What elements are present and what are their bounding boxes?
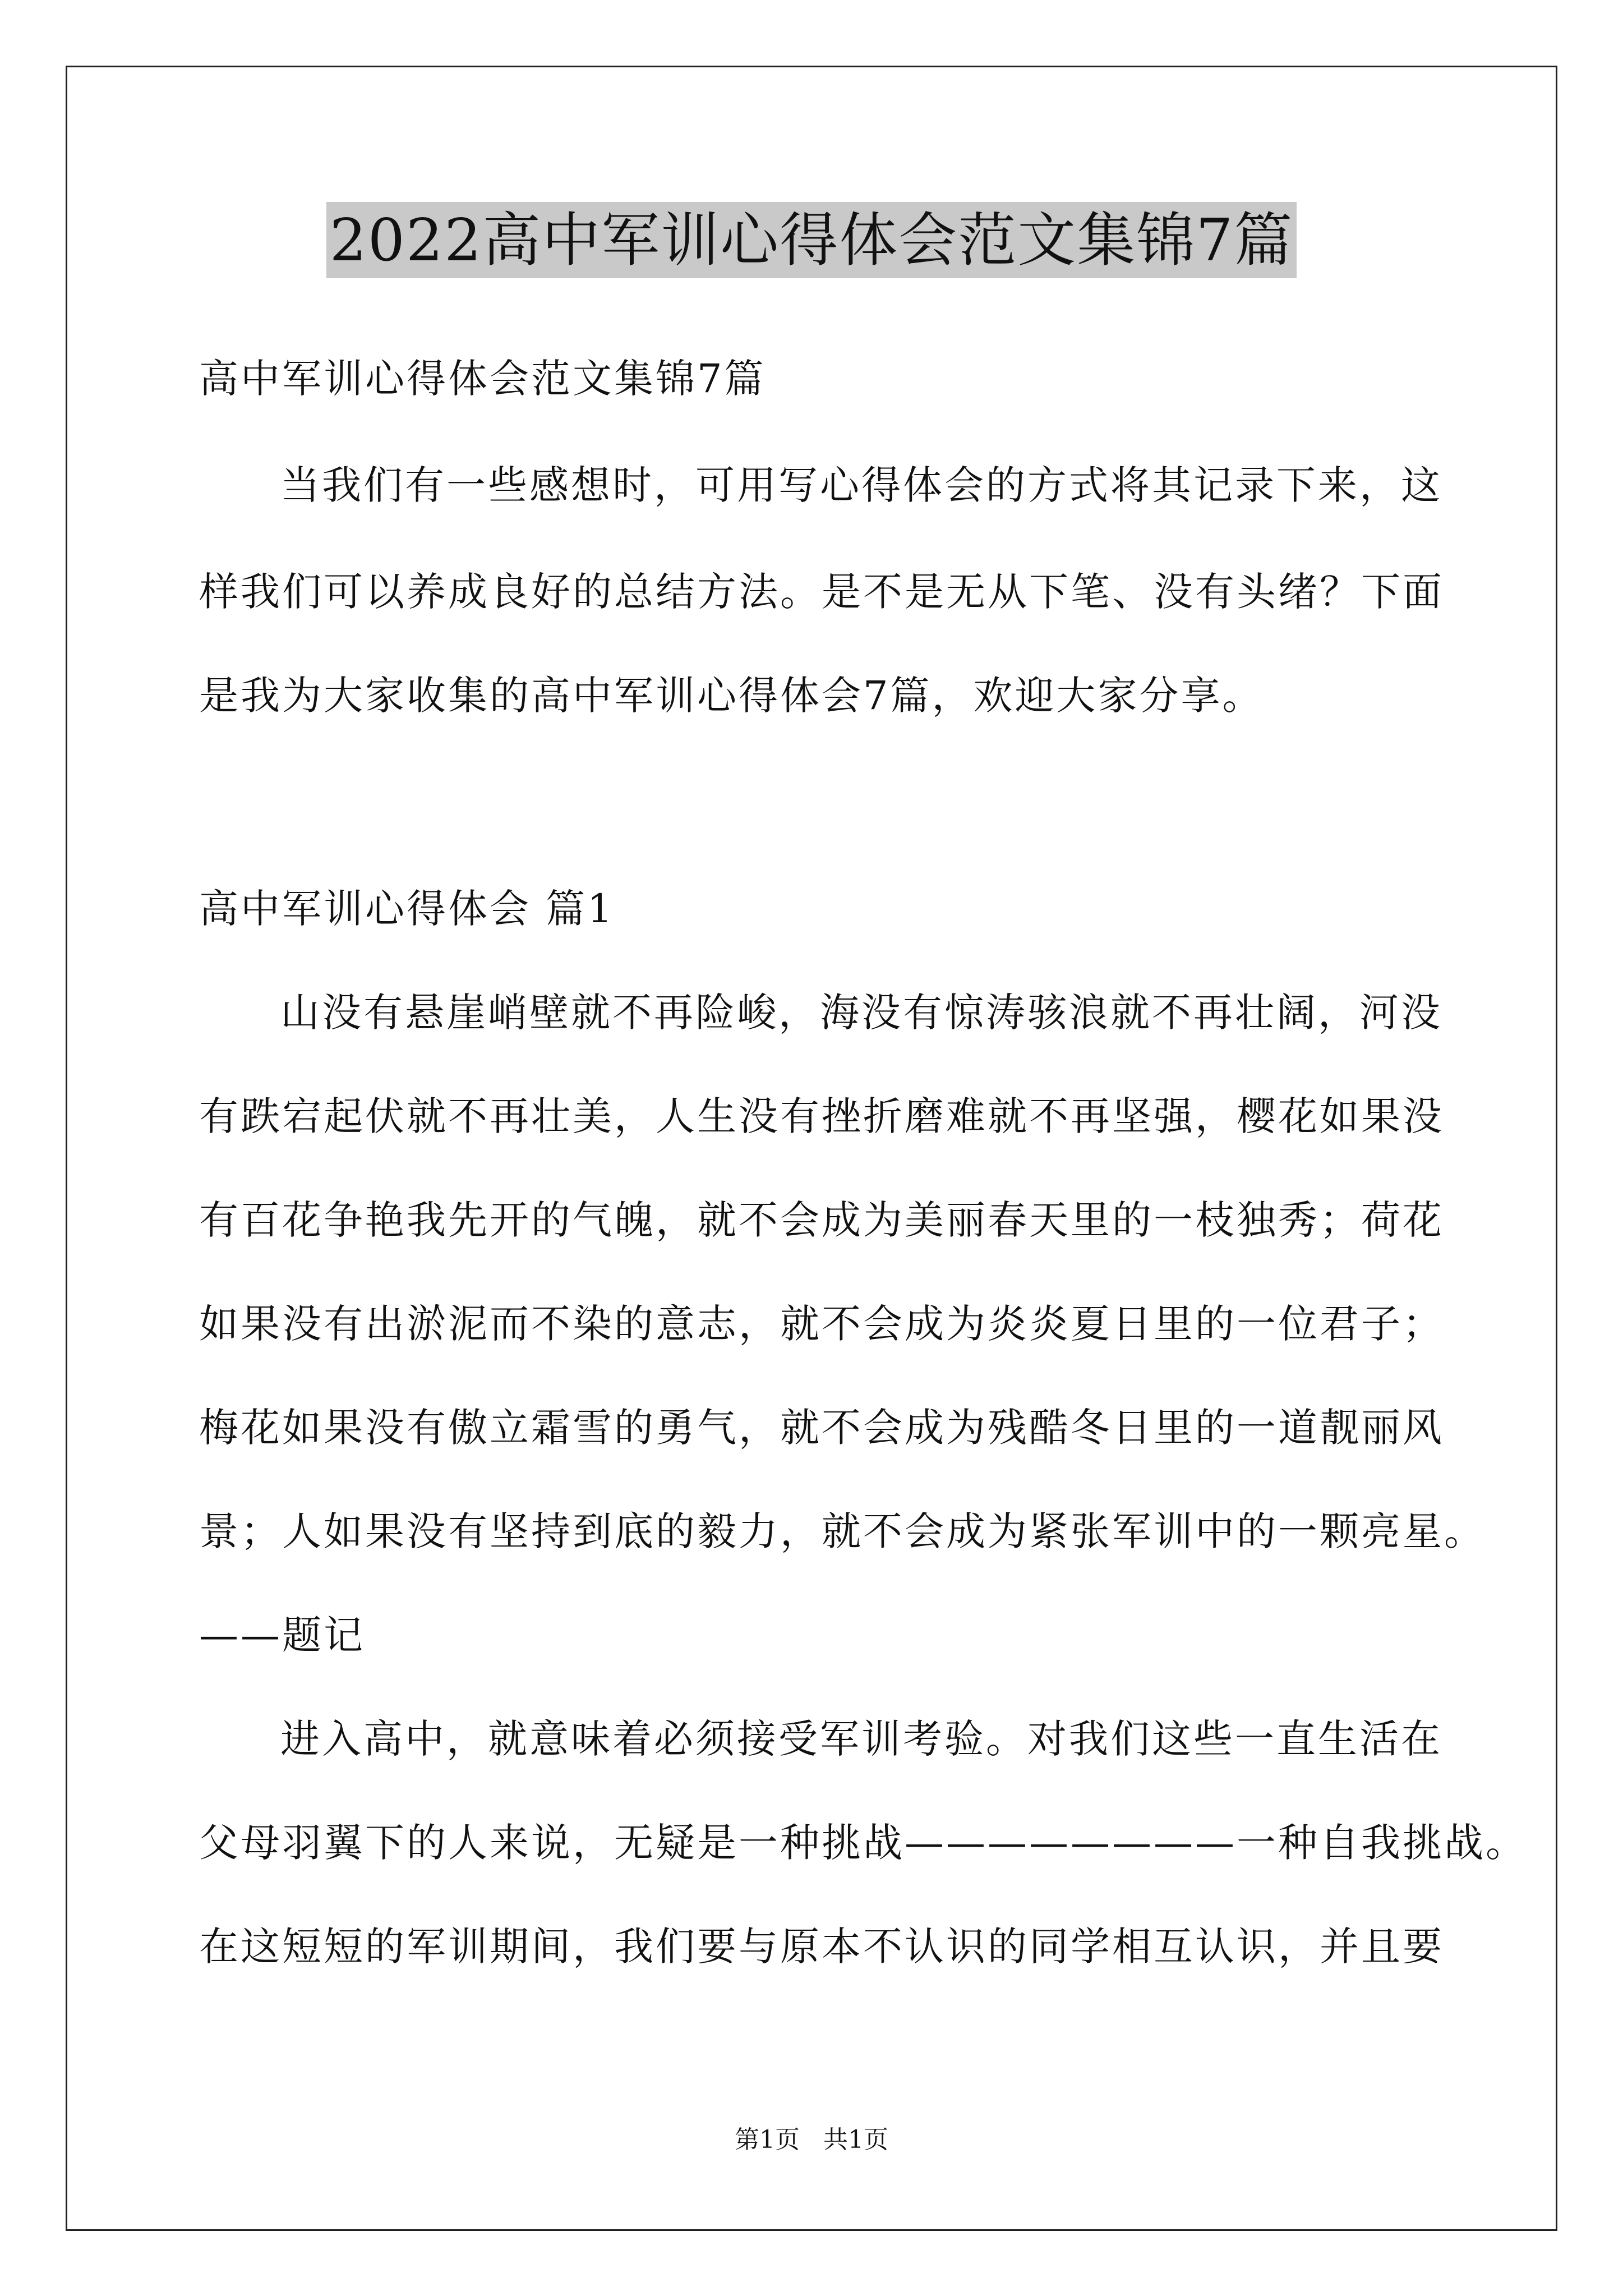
title-container xyxy=(0,202,1623,278)
page-total: 共1页 xyxy=(823,2125,888,2154)
paragraph-line: 如果没有出淤泥而不染的意志，就不会成为炎炎夏日里的一位君子； xyxy=(199,1301,1444,1347)
intro-line: 当我们有一些感想时，可用写心得体会的方式将其记录下来，这 xyxy=(280,462,1442,508)
paragraph-line: 有百花争艳我先开的气魄，就不会成为美丽春天里的一枝独秀；荷花 xyxy=(199,1197,1444,1243)
page-footer xyxy=(0,2123,1623,2157)
section-heading: 高中军训心得体会 篇1 xyxy=(199,886,615,932)
paragraph-line: 山没有悬崖峭壁就不再险峻，海没有惊涛骇浪就不再壮阔，河没 xyxy=(280,990,1442,1036)
intro-line: 样我们可以养成良好的总结方法。是不是无从下笔、没有头绪？下面 xyxy=(199,569,1444,615)
paragraph-line: 父母羽翼下的人来说，无疑是一种挑战————————一种自我挑战。 xyxy=(199,1820,1527,1866)
document-title: 2022高中军训心得体会范文集锦7篇 xyxy=(326,202,1297,278)
paragraph-line: 进入高中，就意味着必须接受军训考验。对我们这些一直生活在 xyxy=(280,1716,1442,1762)
paragraph-line: 有跌宕起伏就不再壮美，人生没有挫折磨难就不再坚强，樱花如果没 xyxy=(199,1093,1444,1139)
paragraph-line: ——题记 xyxy=(199,1612,365,1658)
paragraph-line: 景；人如果没有坚持到底的毅力，就不会成为紧张军训中的一颗亮星。 xyxy=(199,1508,1486,1554)
paragraph-line: 梅花如果没有傲立霜雪的勇气，就不会成为残酷冬日里的一道靓丽风 xyxy=(199,1405,1444,1451)
document-subtitle: 高中军训心得体会范文集锦7篇 xyxy=(199,356,766,402)
page-number: 第1页 xyxy=(735,2125,800,2154)
paragraph-line: 在这短短的军训期间，我们要与原本不认识的同学相互认识，并且要 xyxy=(199,1924,1444,1970)
intro-line: 是我为大家收集的高中军训心得体会7篇，欢迎大家分享。 xyxy=(199,673,1264,719)
